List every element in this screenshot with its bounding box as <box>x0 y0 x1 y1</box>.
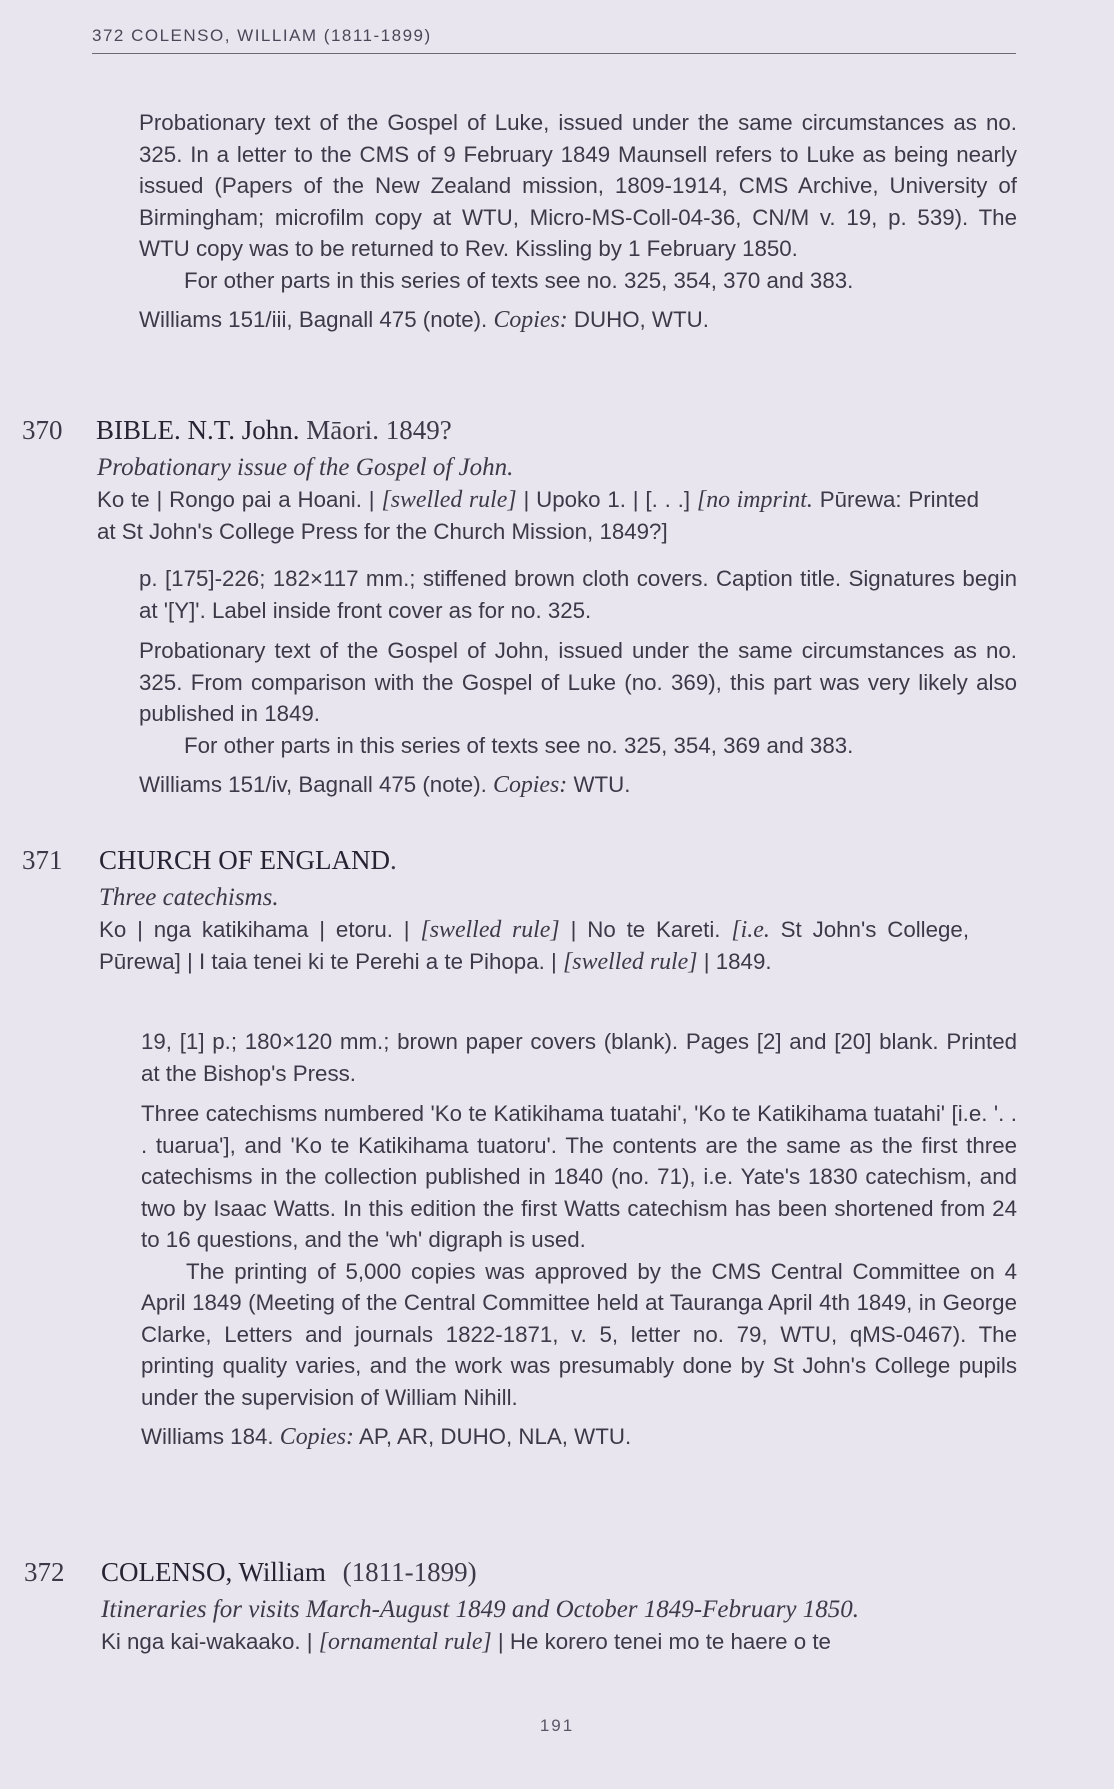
heading-main: BIBLE. N.T. John. <box>96 415 300 445</box>
references-text: Williams 184. <box>141 1424 274 1449</box>
imprint <box>101 1626 1017 1658</box>
entry-subtitle: Three catechisms. <box>99 884 279 911</box>
entry-number: 371 <box>22 845 63 875</box>
note-paragraph: For other parts in this series of texts see no. 325, 354, 369 and 383. <box>184 732 854 758</box>
imprint-text: Pūrewa: Printed at St John's College Press for the Church Mission, 1849?] <box>97 487 980 544</box>
heading-main: COLENSO, William <box>101 1557 326 1587</box>
heading-rest: (1811-1899) <box>342 1557 477 1587</box>
imprint-italic: [swelled rule] <box>420 917 560 943</box>
note-paragraph: For other parts in this series of texts see no. 325, 354, 370 and 383. <box>184 267 854 293</box>
entry-369-continuation <box>139 107 1017 337</box>
references-text: Williams 151/iv, Bagnall 475 (note). <box>139 772 487 797</box>
entry-372-title <box>101 1594 1017 1658</box>
entry-heading <box>96 415 452 446</box>
copies-label: Copies: <box>279 1424 355 1450</box>
note-paragraph: Three catechisms numbered 'Ko te Katikihama tuatahi', 'Ko te Katikihama tuatahi' [i.e. '. . . tuarua'], and 'Ko te Katikihama tuatoru'. The contents are the same as the first three catechisms in the collection published in 1840 (no. 71), i.e. Yate's 1830 catechism, and two by Isaac Watts. In this edition the first Watts catechism has been shortened from 24 to 16 questions, and the 'wh' digraph is used. <box>141 1101 1017 1252</box>
heading-rest: Māori. 1849? <box>306 415 452 445</box>
entry-number: 370 <box>22 415 63 445</box>
copies-list: WTU. <box>573 772 631 797</box>
imprint-italic: [no imprint. <box>696 487 813 513</box>
note-paragraph: Probationary text of the Gospel of Luke, issued under the same circumstances as no. 325. In a letter to the CMS of 9 February 1849 Maunsell refers to Luke as being nearly issued (Papers of the New Zealand mission, 1809-1914, CMS Archive, University of Birmingham; microfilm copy at WTU, Micro-MS-Coll-04-36, CN/M v. 19, p. 539). The WTU copy was to be returned to Rev. Kissling by 1 February 1850. <box>139 110 1017 261</box>
copies-list: DUHO, WTU. <box>573 307 709 332</box>
imprint-text: | 1849. <box>703 949 772 974</box>
heading-main: CHURCH OF ENGLAND <box>99 845 391 875</box>
copies-list: AP, AR, DUHO, NLA, WTU. <box>358 1424 632 1449</box>
note-paragraph: The printing of 5,000 copies was approved by the CMS Central Committee on 4 April 1849 (Meeting of the Central Committee held at Tauranga April 4th 1849, in George Clarke, Letters and journals 1822-1871, v. 5, letter no. 79, WTU, qMS-0467). The printing quality varies, and the work was presumably done by St John's College pupils under the supervision of William Nihill. <box>141 1258 1017 1410</box>
physical-description: p. [175]-226; 182×117 mm.; stiffened brown cloth covers. Caption title. Signatures begin at '[Y]'. Label inside front cover as for no. 325. <box>139 566 1017 623</box>
imprint-text: Ko te | Rongo pai a Hoani. | <box>97 487 375 512</box>
imprint-italic: [swelled rule] <box>563 949 698 975</box>
heading-rest: . <box>390 845 397 875</box>
page-number: 191 <box>539 1716 575 1735</box>
references-text: Williams 151/iii, Bagnall 475 (note). <box>139 307 488 332</box>
entry-subtitle: Probationary issue of the Gospel of John. <box>97 454 514 481</box>
entry-number: 372 <box>24 1557 65 1587</box>
entry-371-title <box>99 882 969 978</box>
entry-370-title <box>97 452 979 548</box>
imprint-text: St John's College, Pūrewa] | I taia tenei ki te Perehi a te Pihopa. | <box>99 917 970 974</box>
imprint-italic: [i.e. <box>731 917 770 943</box>
physical-description: 19, [1] p.; 180×120 mm.; brown paper covers (blank). Pages [2] and [20] blank. Printed at the Bishop's Press. <box>141 1029 1017 1086</box>
entry-heading <box>99 845 397 876</box>
imprint-text: Ki nga kai-wakaako. | <box>101 1629 313 1654</box>
entry-371-body <box>141 1026 1017 1454</box>
imprint-italic: [swelled rule] <box>381 487 517 513</box>
references <box>139 769 1017 802</box>
references <box>139 304 1017 337</box>
entry-subtitle: Itineraries for visits March-August 1849 and October 1849-February 1850. <box>101 1596 860 1623</box>
copies-label: Copies: <box>493 307 568 333</box>
entry-heading <box>101 1557 477 1588</box>
imprint-text: | He korero tenei mo te haere o te <box>497 1629 831 1654</box>
copies-label: Copies: <box>493 772 568 798</box>
imprint-text: Ko | nga katikihama | etoru. | <box>99 917 410 942</box>
entry-370-body <box>139 563 1017 802</box>
imprint <box>99 914 969 978</box>
imprint-text: | Upoko 1. | [. . .] <box>523 487 691 512</box>
running-head: 372 COLENSO, WILLIAM (1811-1899) <box>92 26 1016 54</box>
imprint-text: | No te Kareti. <box>570 917 721 942</box>
imprint <box>97 484 979 548</box>
note-paragraph: Probationary text of the Gospel of John, issued under the same circumstances as no. 325. From comparison with the Gospel of Luke (no. 369), this part was very likely also published in 1849. <box>139 638 1017 726</box>
imprint-italic: [ornamental rule] <box>318 1629 492 1655</box>
references <box>141 1421 1017 1454</box>
